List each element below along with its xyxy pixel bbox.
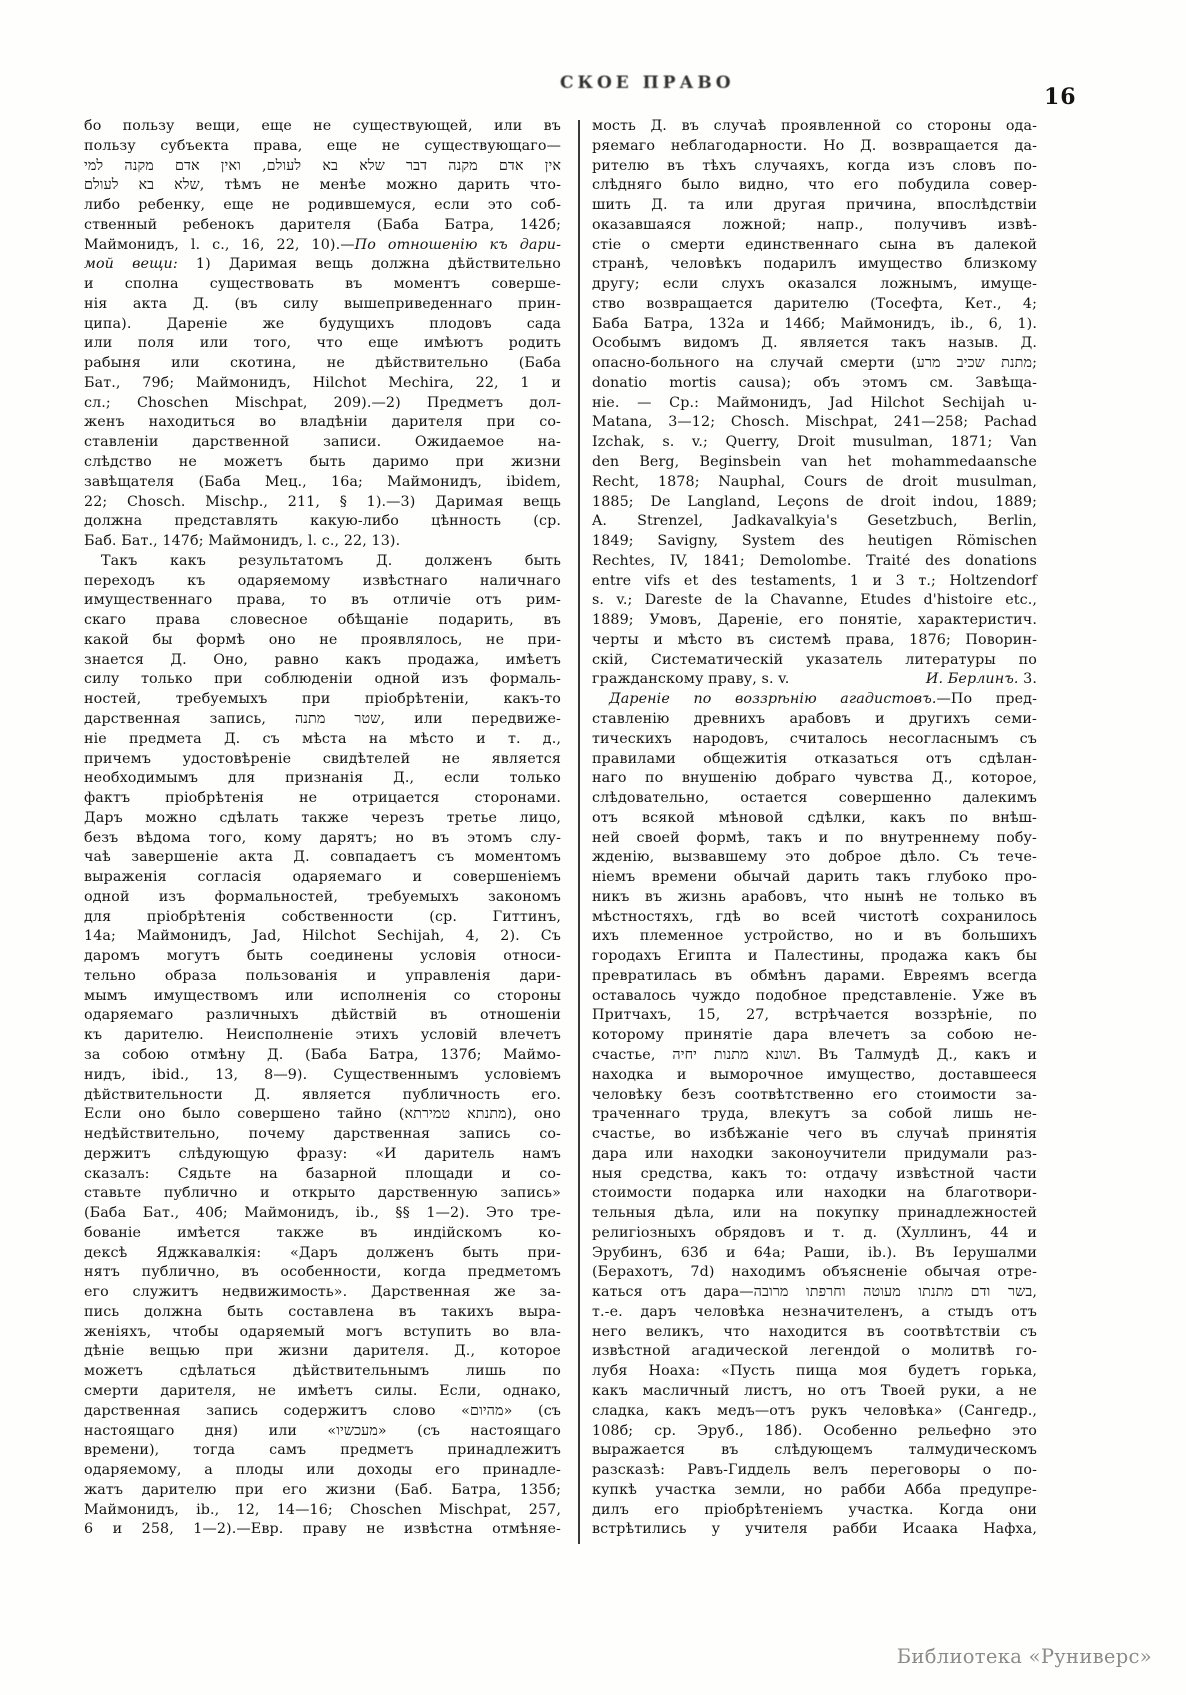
text-line: оставалось чуждо подобное представленіе. Уже въ [592,987,1037,1004]
text-line: скаго права словесное обѣщаніе подарить, въ [84,612,561,629]
text-line: пользу субъекта права, еще не существующаго— [84,137,561,154]
text-line: Маймонидъ, l. c., 16, 22, 10).—По отношенію къ дари- [84,236,561,253]
left-column [84,117,561,1540]
text-line: религіозныхъ обрядовъ и т. д. (Хуллинъ, 44 и [592,1224,1037,1241]
text-line: мымъ имуществомъ или исполненія со стороны [84,987,561,1004]
text-line: нятъ публично, въ особенности, когда предметомъ [84,1264,561,1281]
text-line: которому принятіе дара влечетъ за собою не- [592,1027,1037,1044]
text-line: ставьте публично и открыто дарственную запись» [84,1185,561,1202]
text-line: сказалъ: Сядьте на базарной площади и со- [84,1165,561,1182]
text-line: Такъ какъ результатомъ Д. долженъ быть [101,552,561,569]
text-line: какой бы формѣ оно не проявлялось, не при- [84,631,561,648]
text-line: сладка, какъ медъ—отъ рукъ человѣка» (Сангедр., [592,1402,1037,1419]
text-line: городахъ Египта и Палестины, продажа какъ бы [592,948,1037,965]
text-line: скій, Систематическій указатель литературы по [592,651,1037,668]
text-line: ностей, требуемыхъ при пріобрѣтеніи, какъ-то [84,691,561,708]
text-line: Бат., 79б; Маймонидъ, Hilchot Mechira, 22, 1 и [84,374,561,391]
text-line: настоящаго дня) или «מעכשיו» (съ настоящаго [84,1422,561,1439]
text-line: Особымъ видомъ Д. является такъ назыв. Д. [592,335,1037,352]
text-line: знается Д. Оно, равно какъ продажа, имѣетъ [84,651,561,668]
text-line: къ дарителю. Неисполненіе этихъ условій влечетъ [84,1027,561,1044]
text-line: имущественнаго права, то въ отличіе отъ рим- [84,592,561,609]
text-line: שלא בא לעולם, тѣмъ не менѣе можно дарить что- [84,177,561,194]
text-line: Rechtes, IV, 1841; Demolombe. Traité des donations [592,552,1037,569]
text-line: выражается въ слѣдующемъ талмудическомъ [592,1442,1037,1459]
text-line: s. v.; Dareste de la Chavanne, Etudes d'histoire etc., [592,592,1037,609]
text-line: купкѣ участка земли, но рабби Абба предупре- [592,1481,1037,1498]
text-line: Даръ можно сдѣлать также черезъ третье лицо, [84,809,561,826]
text-line: встрѣтились у учителя рабби Исаака Нафха, [592,1521,1037,1538]
text-line: черты и мѣсто въ системѣ права, 1876; Поворин- [592,631,1037,648]
text-line: ніе. — Ср.: Маймонидъ, Jad Hilchot Sechijah u- [592,394,1037,411]
text-line: опасно-больного на случай смерти (מתנת שכיב מרע; [592,355,1037,372]
text-line: можетъ сдѣлаться дѣйствительнымъ лишь по [84,1363,561,1380]
text-line: Izchak, s. v.; Querry, Droit musulman, 1871; Van [592,434,1037,451]
text-line: завѣщателя (Баба Мец., 16а; Маймонидъ, ibidem, [84,473,561,490]
text-line: извѣстной агадической легендой о молитвѣ го- [592,1343,1037,1360]
text-line: нія акта Д. (въ силу вышеприведеннаго прин- [84,295,561,312]
text-line: человѣку безъ соотвѣтственно его стоимости за- [592,1086,1037,1103]
text-line: дилъ его пріобрѣтеніемъ участка. Когда они [592,1501,1037,1518]
text-line: женіяхъ, чтобы одаряемый могъ вступить во вла- [84,1323,561,1340]
text-line: слѣдняго было видно, что его побудила совер- [592,177,1037,194]
text-line: одной изъ формальностей, требуемыхъ закономъ [84,888,561,905]
text-line: ряемаго неблагодарности. Но Д. возвращается да- [592,137,1037,154]
text-line: ственный ребенокъ дарителя (Баба Батра, 142б; [84,216,561,233]
text-line: правилами общежитія отказаться отъ сдѣлан- [592,750,1037,767]
running-title [560,73,760,100]
text-line: אין אדם מקנה דבר שלא בא לעולם, ואין אדם מקנה למי [84,157,561,174]
text-line: пись должна быть составлена въ такихъ выра- [84,1303,561,1320]
text-line: находка и выморочное имущество, доставшееся [592,1066,1037,1083]
text-line: 14а; Маймонидъ, Jad, Hilchot Sechijah, 4, 2). Съ [84,928,561,945]
text-line: причемъ удостовѣреніе свидѣтелей не является [84,750,561,767]
text-line: ципа). Дареніе же будущихъ плодовъ сада [84,315,561,332]
text-line: рабыня или скотина, не дѣйствительно (Баба [84,355,561,372]
text-line: ставленію древнихъ арабовъ и другихъ семи- [592,710,1037,727]
text-line: 108б; ср. Эруб., 18б). Особенно рельефно это [592,1422,1037,1439]
text-line: ставленіи дарственной записи. Ожидаемое на- [84,434,561,451]
right-column [592,117,1037,1540]
text-line: Matana, 3—12; Chosch. Mischpat, 241—258; Pachad [592,414,1037,431]
text-line: его служитъ недвижимость». Дарственная же за- [84,1284,561,1301]
text-line: какъ масличный листъ, но отъ Твоей руки, а не [592,1383,1037,1399]
text-line: den Berg, Beginsbein van het mohammedaansche [592,454,1037,471]
text-line: рителю въ тѣхъ случаяхъ, когда изъ словъ по- [592,157,1037,174]
text-line: держитъ слѣдующую фразу: «И даритель намъ [84,1145,561,1162]
text-line: мость Д. въ случаѣ проявленной со стороны ода- [592,118,1037,134]
text-line: должна представлять какую-либо цѣнность (ср. [84,513,561,530]
text-line: счастье, ושונא מתנות יחיה. Въ Талмудѣ Д., какъ и [592,1046,1037,1063]
text-line: стоимости подарка или находки на благотвори- [592,1185,1037,1202]
text-line: 1885; De Langland, Leçons de droit indou, 1889; [592,493,1037,510]
text-line: A. Strenzel, Jadkavalkyia's Gesetzbuch, Berlin, [592,513,1037,530]
text-line: даромъ могутъ быть соединены условія относи- [84,948,561,965]
text-line: никъ въ жизнь арабовъ, что нынѣ не только въ [592,888,1037,905]
text-line: бо пользу вещи, еще не существующей, или въ [84,118,561,134]
library-watermark: Библиотека «Руниверс» [896,1645,1152,1668]
text-line: необходимымъ для признанія Д., если только [84,770,561,787]
text-line: превратилась въ обмѣнъ дарами. Евреямъ всегда [592,967,1037,984]
text-line: Баб. Бат., 147б; Маймонидъ, l. c., 22, 13). [84,533,401,550]
text-line: ней своей формѣ, такъ и по внутреннему побу- [592,829,1037,846]
text-line: сл.; Choschen Mischpat, 209).—2) Предметъ дол- [84,394,561,411]
text-line: странѣ, человѣкъ подарилъ имущество близкому [592,256,1037,273]
text-line: стіе о смерти единственнаго сына въ далекой [592,236,1037,253]
text-line: чаѣ завершеніе акта Д. совпадаетъ съ моментомъ [84,849,561,866]
text-line: лубя Ноаха: «Пусть пища моя будетъ горька, [592,1363,1037,1380]
text-line: дѣніе вещью при жизни дарителя. Д., которое [84,1343,561,1360]
text-line: дарственная запись содержитъ слово «מהיום» (съ [84,1402,561,1419]
text-line: отъ всякой мѣновой сдѣлки, какъ по внѣш- [592,809,1037,826]
text-line: 1889; Умовъ, Дареніе, его понятіе, характеристич. [592,612,1037,629]
text-line: ныя средства, какъ то: отдачу извѣстной части [592,1165,1037,1182]
text-line: слѣдство не можетъ быть даримо при жизни [84,454,561,471]
text-line: ство возвращается дарителю (Тосефта, Кет., 4; [592,295,1037,312]
text-line: дексѣ Яджкавалкія: «Даръ долженъ быть при- [84,1244,561,1261]
text-line: времени), тогда самъ предметъ принадлежитъ [84,1442,561,1459]
text-line: тельно образа пользованія и управленія дари- [84,967,561,984]
text-line: Притчахъ, 15, 27, встрѣчается воззрѣніе, по [592,1007,1037,1024]
text-line: за собою отмѣну Д. (Баба Батра, 137б; Маймо- [84,1046,561,1063]
text-line: женъ находиться во владѣніи дарителя при со- [84,414,561,431]
text-line: дара или находки законоучители придумали раз- [592,1145,1037,1162]
text-line: или поля или того, что еще имѣютъ родить [84,335,561,352]
page-number: 16 [1044,84,1077,110]
text-line: (Берахотъ, 7d) находимъ объясненіе обычая отре- [592,1264,1037,1281]
text-line: Если оно было совершено тайно (מתנתא טמירתא), оно [84,1106,561,1123]
text-line: смерти дарителя, не имѣетъ силы. Если, однако, [84,1383,561,1399]
text-line: счастье, во избѣжаніе чего въ случаѣ принятія [592,1126,1037,1143]
text-line: дарственная запись, שטר מתנה, или передвиже- [84,710,561,727]
text-line: т.-е. даръ человѣка незначителенъ, а стыдъ отъ [592,1303,1037,1320]
text-line: и сполна существовать въ моментъ соверше- [84,276,561,293]
text-line: Дареніе по воззрѣнію агадистовъ.—По пред- [609,691,1037,708]
text-line: дѣйствительности Д. является публичность его. [84,1086,561,1103]
text-line: выраженія согласія одаряемаго и совершеніемъ [84,869,561,886]
text-line: шить Д. та или другая причина, впослѣдствіи [592,197,1037,214]
text-line: безъ вѣдома того, кому дарятъ; но въ этомъ слу- [84,829,561,846]
text-line: каться отъ дара—בשר ודם מתנתו מעוטה וחרפתו מרובה, [592,1284,1037,1301]
text-line: ніе предмета Д. съ мѣста на мѣсто и т. д., [84,730,561,747]
text-line: 22; Chosch. Mischp., 211, § 1).—3) Даримая вещь [84,493,561,510]
running-title-fragment: СКОЕ ПРАВО [560,73,735,93]
text-line: жденію, вызвавшему это доброе дѣло. Съ тече- [592,849,1037,866]
text-line: Recht, 1878; Nauphal, Cours de droit musulman, [592,473,1037,490]
text-line: тическихъ народовъ, считалось несогласнымъ съ [592,730,1037,747]
text-line: Маймонидъ, ib., 12, 14—16; Choschen Mischpat, 257, [84,1501,561,1518]
text-line: оказавшаяся ложной; напр., получивъ извѣ- [592,216,1037,233]
text-line: для пріобрѣтенія собственности (ср. Гиттинъ, [84,908,561,925]
text-line: жатъ дарителю при его жизни (Баб. Батра, 135б; [84,1481,561,1498]
text-line: ніемъ времени обычай дарить такъ глубоко про- [592,869,1037,886]
text-line: entre vifs et des testaments, 1 и 3 т.; Holtzendorf [592,572,1037,589]
text-line: разсказѣ: Равъ-Гиддель велъ переговоры о по- [592,1462,1037,1479]
text-line: переходъ къ одаряемому извѣстнаго наличнаго [84,572,561,589]
text-line: фактъ пріобрѣтенія не отрицается сторонами. [84,790,561,807]
text-line: гражданскому праву, s. v. И. Берлинъ. 3. [592,671,1037,688]
text-line: либо ребенку, еще не родившемуся, если это соб- [84,197,561,214]
text-line: бованіе имѣется также въ индійскомъ ко- [84,1224,561,1241]
text-line: мой вещи: 1) Даримая вещь должна дѣйствительно [84,256,561,273]
text-line: тельныя дѣла, или на покупку принадлежностей [592,1205,1037,1222]
text-line: недѣйствительно, почему дарственная запись со- [84,1126,561,1143]
text-line: 1849; Savigny, System des heutigen Römischen [592,533,1037,550]
text-line: слѣдовательно, остается совершенно далекимъ [592,790,1037,807]
text-line: нидъ, ibid., 13, 8—9). Существеннымъ условіемъ [84,1066,561,1083]
text-line: мѣстностяхъ, гдѣ во всей чистотѣ сохранилось [592,908,1037,925]
text-line: (Баба Бат., 40б; Маймонидъ, ib., §§ 1—2). Это тре- [84,1205,561,1222]
text-line: donatio mortis causa); объ этомъ см. Завѣща- [592,374,1037,391]
text-line: Баба Батра, 132а и 146б; Маймонидъ, ib., 6, 1). [592,315,1037,332]
text-line: одаряемому, а плоды или доходы его принадле- [84,1462,561,1479]
text-line: силу только при соблюденіи одной изъ формаль- [84,671,561,688]
text-line: одаряемаго различныхъ дѣйствій въ отношеніи [84,1007,561,1024]
column-divider-rule [578,120,580,1544]
text-line: наго по внушенію добраго чувства Д., которое, [592,770,1037,787]
text-line: другу; если слухъ оказался ложнымъ, имуще- [592,276,1037,293]
text-line: траченнаго труда, влекутъ за собой лишь не- [592,1106,1037,1123]
text-line: 6 и 258, 1—2).—Евр. праву не извѣстна отмѣняе- [84,1521,561,1538]
text-line: Эрубинъ, 63б и 64а; Раши, ib.). Въ Іерушалми [592,1244,1037,1261]
text-line: ихъ племенное устройство, но и въ большихъ [592,928,1037,945]
text-line: него великъ, что находится въ соотвѣтствіи съ [592,1323,1037,1340]
